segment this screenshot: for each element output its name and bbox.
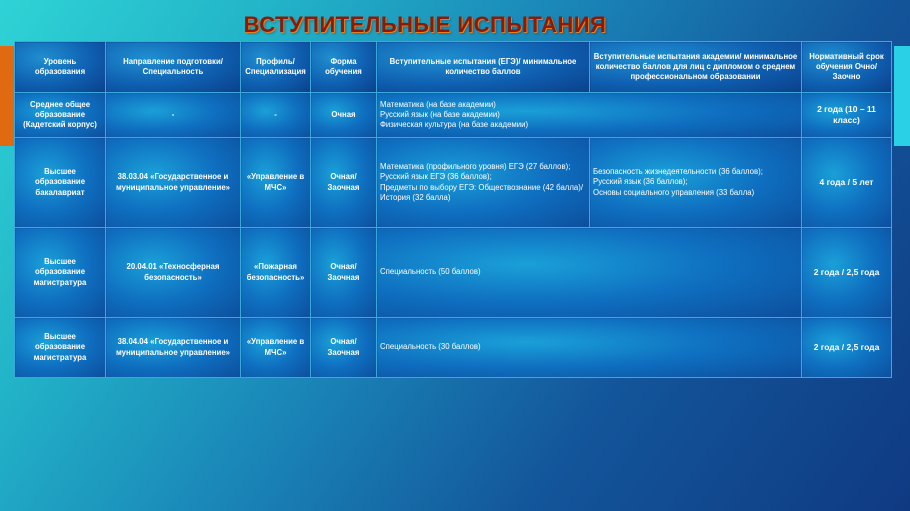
page-title: ВСТУПИТЕЛЬНЫЕ ИСПЫТАНИЯ: [243, 12, 607, 37]
header-form: Форма обучения: [311, 42, 377, 93]
cell-form: Очная: [311, 93, 377, 138]
cell-ege: [377, 138, 590, 228]
header-direction: Направление подготовки/ Специальность: [106, 42, 241, 93]
cell-direction: 38.04.04 «Государственное и муниципальное управление»: [106, 318, 241, 378]
cell-exams: [377, 228, 802, 318]
exam-line: Математика (профильного уровня) ЕГЭ (27 баллов);: [380, 162, 571, 172]
cell-duration: 2 года (10 – 11 класс): [802, 93, 892, 138]
header-academy: Вступительные испытания академии/ минимальное количество баллов для лиц с дипломом о среднем профессиональном образовании: [590, 42, 802, 93]
cell-profile: «Управление в МЧС»: [241, 318, 311, 378]
cell-direction: -: [106, 93, 241, 138]
cell-level: Высшее образование магистратура: [15, 228, 106, 318]
header-duration: Нормативный срок обучения Очно/Заочно: [802, 42, 892, 93]
cell-profile: «Управление в МЧС»: [241, 138, 311, 228]
exam-line: Математика (на базе академии): [380, 99, 496, 109]
exam-line: Специальность (50 баллов): [380, 267, 481, 277]
left-orange-accent: [0, 46, 14, 146]
admission-table: [14, 41, 892, 378]
cell-form: Очная/ Заочная: [311, 228, 377, 318]
cell-level: Высшее образование бакалавриат: [15, 138, 106, 228]
exam-line: Основы социального управления (33 балла): [593, 187, 755, 197]
exam-line: Русский язык ЕГЭ (36 баллов);: [380, 172, 492, 182]
cell-profile: «Пожарная безопасность»: [241, 228, 311, 318]
table-row: [15, 93, 892, 138]
cell-academy: [590, 138, 802, 228]
header-ege: Вступительные испытания (ЕГЭ)/ минимальное количество баллов: [377, 42, 590, 93]
exam-line: Безопасность жизнедеятельности (36 баллов);: [593, 167, 763, 177]
cell-level: Высшее образование магистратура: [15, 318, 106, 378]
header-profile: Профиль/ Специализация: [241, 42, 311, 93]
cell-exams: [377, 93, 802, 138]
right-cyan-accent: [894, 46, 910, 146]
cell-duration: 2 года / 2,5 года: [802, 318, 892, 378]
header-row: [15, 42, 892, 93]
cell-profile: -: [241, 93, 311, 138]
table-row: [15, 138, 892, 228]
exam-line: Предметы по выбору ЕГЭ: Обществознание (42 балла)/История (32 балла): [380, 182, 583, 202]
cell-duration: 4 года / 5 лет: [802, 138, 892, 228]
exam-line: Русский язык (36 баллов);: [593, 177, 688, 187]
exam-line: Физическая культура (на базе академии): [380, 120, 529, 130]
cell-form: Очная/ Заочная: [311, 138, 377, 228]
cell-form: Очная/ Заочная: [311, 318, 377, 378]
table-row: [15, 228, 892, 318]
cell-direction: 20.04.01 «Техносферная безопасность»: [106, 228, 241, 318]
cell-exams: [377, 318, 802, 378]
exam-line: Русский язык (на базе академии): [380, 109, 500, 119]
exam-line: Специальность (30 баллов): [380, 342, 481, 352]
cell-duration: 2 года / 2,5 года: [802, 228, 892, 318]
header-level: Уровень образования: [15, 42, 106, 93]
table-row: [15, 318, 892, 378]
cell-level: Среднее общее образование (Кадетский корпус): [15, 93, 106, 138]
cell-direction: 38.03.04 «Государственное и муниципальное управление»: [106, 138, 241, 228]
